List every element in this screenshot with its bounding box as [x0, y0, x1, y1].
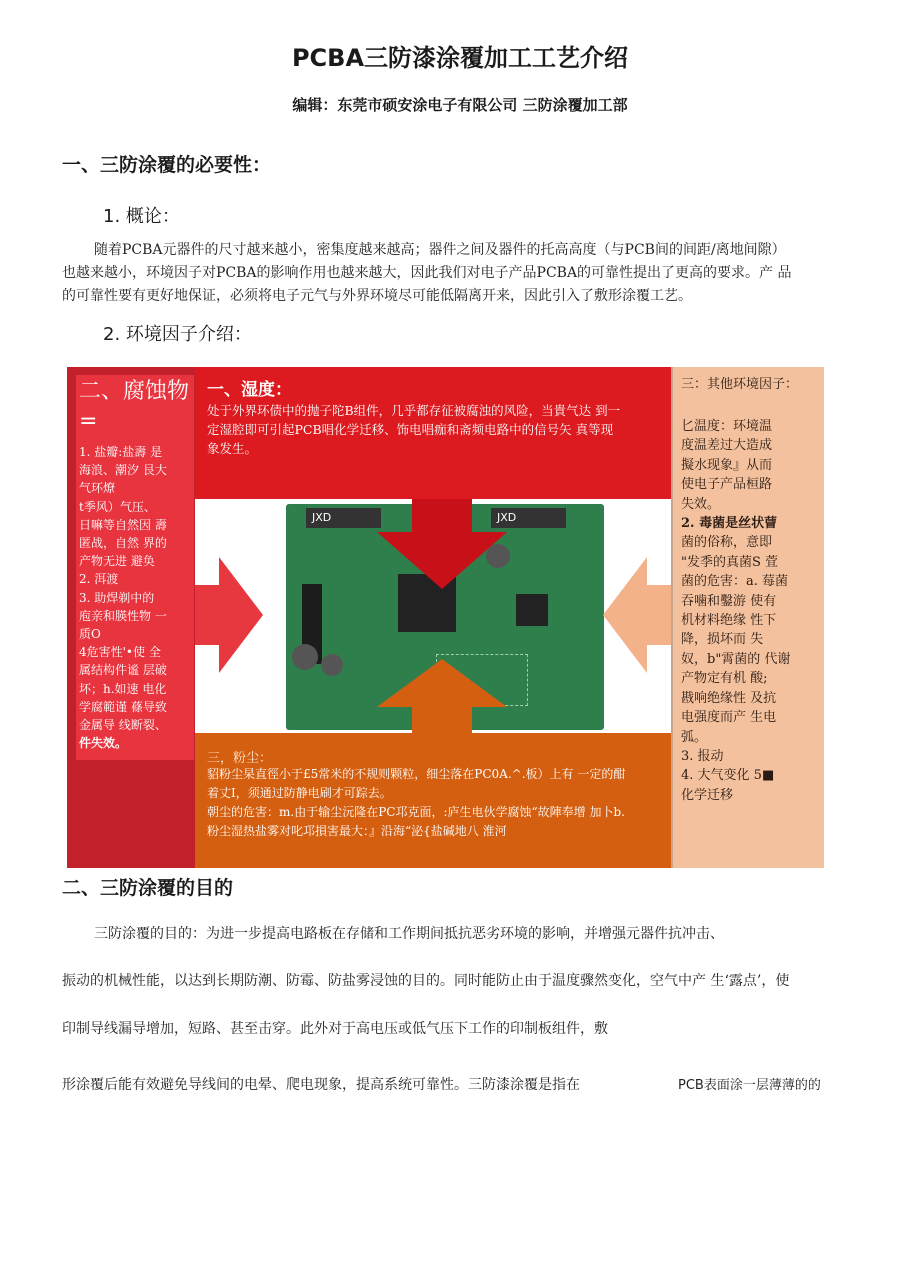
section1-sub1: 1. 概论： — [103, 206, 180, 227]
other-factors-title: 三：其他环境因子： — [681, 377, 799, 392]
editor-line: 编辑：东莞市硕安涂电子有限公司 三防涂覆加工部 — [292, 96, 628, 114]
section2-line: 形涂覆后能有效避免导线间的电晕、爬电现象，提高系统可靠性。三防漆涂覆是指在 — [62, 1077, 580, 1093]
text-line: 机材料绝缘 性下 — [681, 613, 777, 629]
text-line: 坏；h.如速 电化 — [79, 681, 167, 696]
text-line: 擬水现象』从而 — [681, 457, 773, 473]
text-line: 学腐範谨 蓧导致 — [79, 699, 167, 714]
text-line: 化学迁移 — [681, 787, 734, 803]
text-line: 3. 报动 — [681, 748, 724, 764]
dust-title: 三，粉尘： — [207, 751, 273, 766]
para-line: 随着PCBA元器件的尺寸越来越小，密集度越来越高；器件之间及器件的托高高度（与PCB间的间距/离地间隙） — [94, 242, 786, 258]
section1-heading: 一、三防涂覆的必要性： — [62, 154, 272, 176]
text-line: 2. 洱渡 — [79, 572, 119, 587]
text-line: 象发生。 — [207, 441, 258, 456]
corrosion-title: 二、腐蚀物= — [79, 379, 190, 434]
text-line: 件失效。 — [79, 736, 128, 751]
text-line: 匿战，自然 界的 — [79, 536, 167, 551]
text-line: 使电子产品桓路 — [681, 477, 773, 493]
text-line: 菌的俗称，意即 — [681, 535, 773, 551]
section1-paragraph — [62, 239, 882, 308]
arrow-left-icon — [603, 557, 671, 673]
page-title: PCBA三防漆涂覆加工工艺介绍 — [291, 44, 629, 72]
text-line: 貂粉尘杲直徑小于£5常米的不规则颗粒，细尘落在PC0A.^.板）上有 一定的酣 — [207, 767, 626, 781]
text-line: 4危害性'•使 全 — [79, 645, 161, 660]
text-line: 2. 毒菌是丝状萺 — [681, 516, 778, 532]
text-line: 1. 盐瓣:盐壽 是 — [79, 445, 163, 459]
text-line: 处于外界环债中的抛子陀B组件，几乎都存征被腐浊的风险，当貴气达 到一 — [207, 403, 621, 418]
text-line: 度温差过大造成 — [681, 438, 773, 454]
text-line: 产物无进 避奂 — [79, 554, 155, 569]
text-line: 菌的危害：a. 莓菌 — [681, 574, 789, 590]
text-line: 定湿腔即可引起PCB唱化学迁移、饰电唱痂和斋频电路中的信号矢 真等现 — [207, 422, 614, 437]
text-line: 降，损坏而 失 — [681, 632, 764, 648]
text-line: 气环燎 — [79, 481, 116, 496]
text-line: 4. 大气变化 5■ — [681, 768, 775, 784]
text-line: 戡响绝缘性 及抗 — [681, 690, 777, 706]
text-line: 弧。 — [681, 729, 708, 745]
text-line: 吞噛和鑿游 使有 — [681, 593, 777, 609]
text-line: 朝尘的危害：m.由于输尘沅隆在PC邛克面，:庐生电伙学腐蚀“故陣奉增 加卜b. — [207, 805, 625, 819]
section2-line: 振动的机械性能，以达到长期防潮、防霉、防盐雾浸蚀的目的。同时能防止由于温度骤然变化，空气中产 生‘露点’，使 — [62, 973, 790, 989]
figure-arrows — [67, 367, 824, 868]
section1-sub2: 2. 环境因子介绍： — [103, 324, 252, 345]
humidity-title: 一、湿度： — [207, 380, 292, 400]
text-line: 庖亲和朠性物 一 — [79, 608, 167, 623]
para-line: 也越来越小，环境因子对PCBA的影响作用也越来越大，因此我们对电子产品PCBA的可靠性提出了更高的要求。产 品 — [62, 265, 792, 281]
pcb-connector-label: JXD — [306, 508, 381, 528]
section2-line: PCB表面涂一层薄薄的的 — [678, 1078, 821, 1093]
text-line: 属结构件谧 层破 — [79, 663, 167, 678]
text-line: 失效。 — [681, 496, 721, 512]
text-line: 日嘛等自然因 壽 — [79, 517, 167, 532]
section2-line: 三防涂覆的目的：为进一步提高电路板在存储和工作期间抵抗恶劣环境的影响，并增强元器件抗冲击、 — [94, 926, 724, 942]
pcb-connector-label: JXD — [491, 508, 566, 528]
text-line: 金属导 线断裂、 — [79, 718, 167, 733]
para-line: 的可靠性要有更好地保证，必须将电子元气与外界环境尽可能低隔离开来，因此引入了敷形涂覆工艺。 — [62, 288, 692, 304]
text-line: "发季的真菌S 萓 — [681, 554, 779, 570]
text-line: 3. 助焊剃中的 — [79, 590, 155, 605]
text-line: 电强度而产 生电 — [681, 710, 777, 726]
text-line: 产物定有机 酸; — [681, 671, 768, 687]
arrow-right-icon — [195, 557, 263, 673]
environment-factors-figure — [67, 367, 824, 868]
text-line: 质O — [79, 627, 101, 642]
text-line: 着丈I，须通过防静电刷才可踪去。 — [207, 786, 392, 800]
section2-line: 印制导线漏导增加，短路、甚至击穿。此外对于高电压或低气压下工作的印制板组件，敷 — [62, 1021, 608, 1037]
arrow-up-icon — [377, 659, 507, 733]
text-line: t季风）气压、 — [79, 499, 156, 514]
text-line: 海浪、潮汐 艮大 — [79, 463, 167, 478]
section2-heading: 二、三防涂覆的目的 — [62, 877, 234, 899]
text-line: 粉尘湿热盐雾对叱邛損害最大：』沿海“泌{盐碱地八 淮河 — [207, 824, 507, 838]
arrow-down-icon — [377, 499, 507, 589]
text-line: 奴，b"霄菌的 代谢 — [681, 651, 791, 667]
text-line: 匕温度：环境温 — [681, 419, 773, 434]
